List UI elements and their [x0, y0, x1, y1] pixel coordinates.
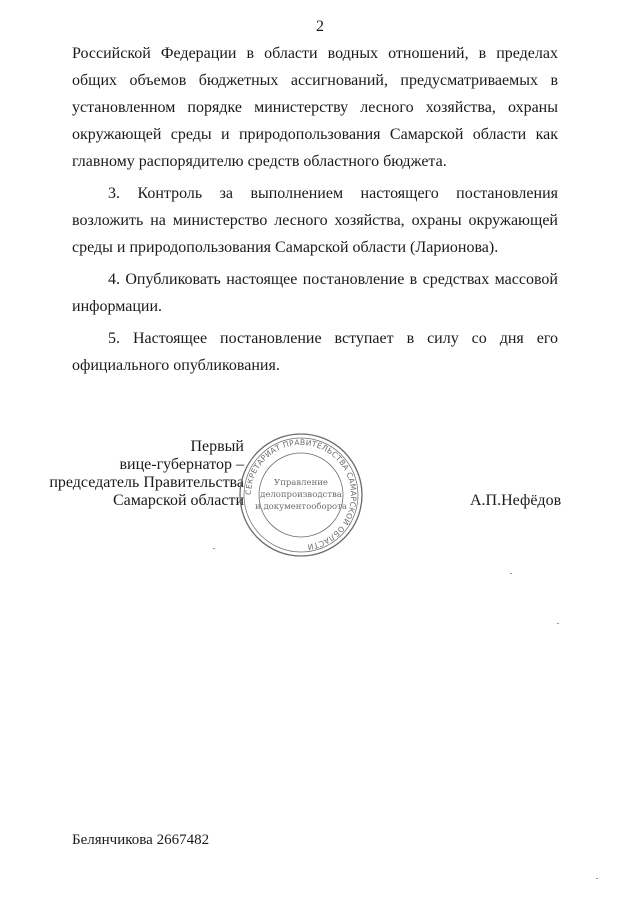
- scan-speck: [596, 878, 598, 879]
- signatory-position-line: Самарской области: [113, 492, 244, 509]
- paragraph-3-control: 3. Контроль за выполнением настоящего постановления возложить на министерство лесного хозяйства, охраны окружающей среды и природопользования Самарской области (Ларионова).: [72, 185, 558, 256]
- executor-note: Белянчикова 2667482: [72, 832, 210, 848]
- paragraph-continuation: Российской Федерации в области водных отношений, в пределах общих объемов бюджетных ассигнований, предусматриваемых в установленном порядке министерству лесного хозяйства, охраны окружающей среды и природопользования Самарской области как главному распорядителю средств областного бюджета.: [72, 45, 558, 170]
- paragraph-4-publish: 4. Опубликовать настоящее постановление в средствах массовой информации.: [72, 271, 558, 315]
- stamp-center-line: делопроизводства: [260, 490, 342, 500]
- page-number: 2: [316, 18, 324, 35]
- stamp-center-line: и документооборота: [255, 502, 347, 512]
- scan-speck: [213, 548, 215, 549]
- signatory-position-line: вице-губернатор –: [119, 456, 244, 473]
- signatory-position: [40, 438, 244, 510]
- scan-speck: [557, 623, 559, 624]
- stamp-ring-text: СЕКРЕТАРИАТ ПРАВИТЕЛЬСТВА САМАРСКОЙ ОБЛАСТИ: [243, 437, 359, 552]
- signatory-position-line: председатель Правительства: [49, 474, 244, 491]
- official-stamp: [238, 432, 364, 558]
- signatory-name: А.П.Нефёдов: [470, 492, 562, 509]
- signatory-position-line: Первый: [190, 438, 244, 455]
- document-body: [72, 40, 558, 384]
- scan-speck: [510, 573, 512, 574]
- paragraph-5-effective: 5. Настоящее постановление вступает в силу со дня его официального опубликования.: [72, 330, 558, 374]
- stamp-center-line: Управление: [274, 478, 328, 488]
